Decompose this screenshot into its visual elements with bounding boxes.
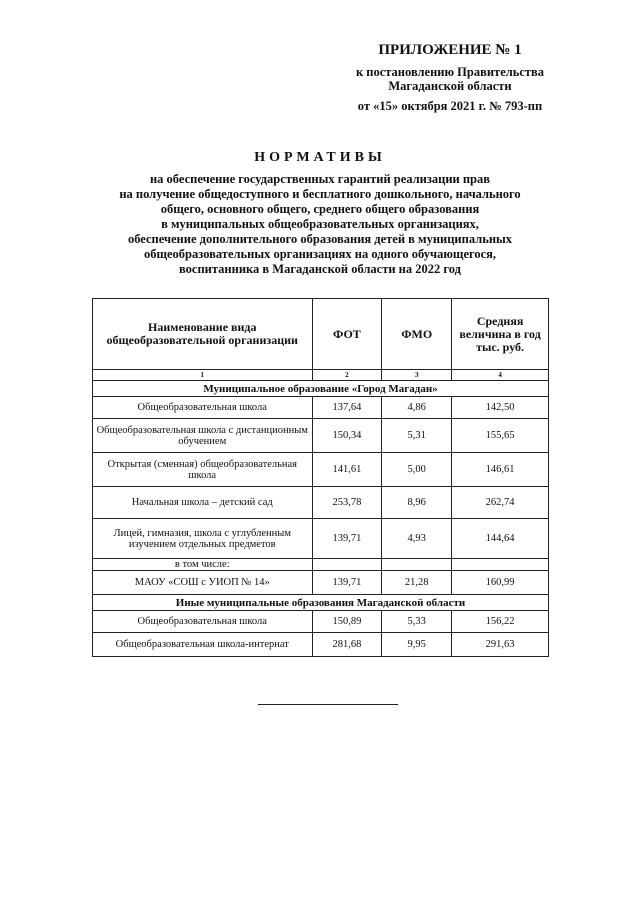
document-heading	[60, 150, 580, 277]
cell-fmo: 5,00	[382, 453, 452, 487]
heading-title: НОРМАТИВЫ	[254, 150, 386, 165]
cell-name: Общеобразовательная школа-интернат	[93, 633, 313, 657]
header-fot: ФОТ	[312, 299, 382, 370]
col-number: 2	[312, 370, 382, 381]
appendix-date: от «15» октября 2021 г. № 793-пп	[357, 99, 543, 113]
cell-fot: 150,89	[312, 611, 382, 633]
col-number: 4	[452, 370, 549, 381]
cell-fot: 141,61	[312, 453, 382, 487]
table-row	[93, 611, 549, 633]
cell-fot: 253,78	[312, 487, 382, 519]
section-row	[93, 381, 549, 397]
col-number: 3	[382, 370, 452, 381]
table-row	[93, 397, 549, 419]
table-row	[93, 419, 549, 453]
appendix-title: ПРИЛОЖЕНИЕ № 1	[378, 42, 522, 58]
empty-cell	[452, 559, 549, 571]
header-name: Наименование вида общеобразовательной организации	[93, 299, 313, 370]
including-label: в том числе:	[93, 559, 313, 571]
table-row	[93, 633, 549, 657]
heading-line: на обеспечение государственных гарантий реализации прав	[149, 172, 491, 186]
appendix-block	[300, 42, 600, 114]
cell-name: Лицей, гимназия, школа с углубленным изучением отдельных предметов	[93, 519, 313, 559]
table-header-row	[93, 299, 549, 370]
cell-fot: 139,71	[312, 571, 382, 595]
header-fmo: ФМО	[382, 299, 452, 370]
cell-avg: 160,99	[452, 571, 549, 595]
cell-avg: 291,63	[452, 633, 549, 657]
table-row	[93, 571, 549, 595]
cell-fot: 150,34	[312, 419, 382, 453]
heading-line: обеспечение дополнительного образования детей в муниципальных	[127, 232, 513, 246]
heading-line: общего, основного общего, среднего общего образования	[160, 202, 480, 216]
cell-fmo: 4,86	[382, 397, 452, 419]
cell-name: Начальная школа – детский сад	[93, 487, 313, 519]
cell-fmo: 9,95	[382, 633, 452, 657]
section-title: Муниципальное образование «Город Магадан»	[93, 381, 549, 397]
empty-cell	[312, 559, 382, 571]
col-number: 1	[93, 370, 313, 381]
cell-name: МАОУ «СОШ с УИОП № 14»	[93, 571, 313, 595]
cell-fmo: 5,31	[382, 419, 452, 453]
cell-fot: 139,71	[312, 519, 382, 559]
cell-name: Открытая (сменная) общеобразовательная школа	[93, 453, 313, 487]
cell-fmo: 5,33	[382, 611, 452, 633]
heading-line: на получение общедоступного и бесплатного дошкольного, начального	[119, 187, 521, 201]
cell-avg: 146,61	[452, 453, 549, 487]
including-row	[93, 559, 549, 571]
cell-fmo: 4,93	[382, 519, 452, 559]
header-avg: Средняя величина в год тыс. руб.	[452, 299, 549, 370]
section-title: Иные муниципальные образования Магаданской области	[93, 595, 549, 611]
cell-avg: 156,22	[452, 611, 549, 633]
cell-fot: 281,68	[312, 633, 382, 657]
column-number-row	[93, 370, 549, 381]
appendix-resolution: к постановлению Правительства	[355, 65, 545, 79]
cell-avg: 262,74	[452, 487, 549, 519]
cell-fmo: 8,96	[382, 487, 452, 519]
table-row	[93, 487, 549, 519]
cell-name: Общеобразовательная школа с дистанционным обучением	[93, 419, 313, 453]
section-row	[93, 595, 549, 611]
closing-divider	[258, 704, 398, 705]
heading-line: воспитанника в Магаданской области на 2022 год	[179, 262, 461, 276]
norms-table	[92, 298, 549, 657]
cell-avg: 142,50	[452, 397, 549, 419]
empty-cell	[382, 559, 452, 571]
heading-line: в муниципальных общеобразовательных организациях,	[161, 217, 479, 231]
cell-name: Общеобразовательная школа	[93, 397, 313, 419]
cell-avg: 144,64	[452, 519, 549, 559]
cell-avg: 155,65	[452, 419, 549, 453]
table-row	[93, 453, 549, 487]
cell-fmo: 21,28	[382, 571, 452, 595]
table-row	[93, 519, 549, 559]
cell-name: Общеобразовательная школа	[93, 611, 313, 633]
appendix-region: Магаданской области	[388, 79, 512, 93]
cell-fot: 137,64	[312, 397, 382, 419]
heading-line: общеобразовательных организациях на одного обучающегося,	[143, 247, 497, 261]
